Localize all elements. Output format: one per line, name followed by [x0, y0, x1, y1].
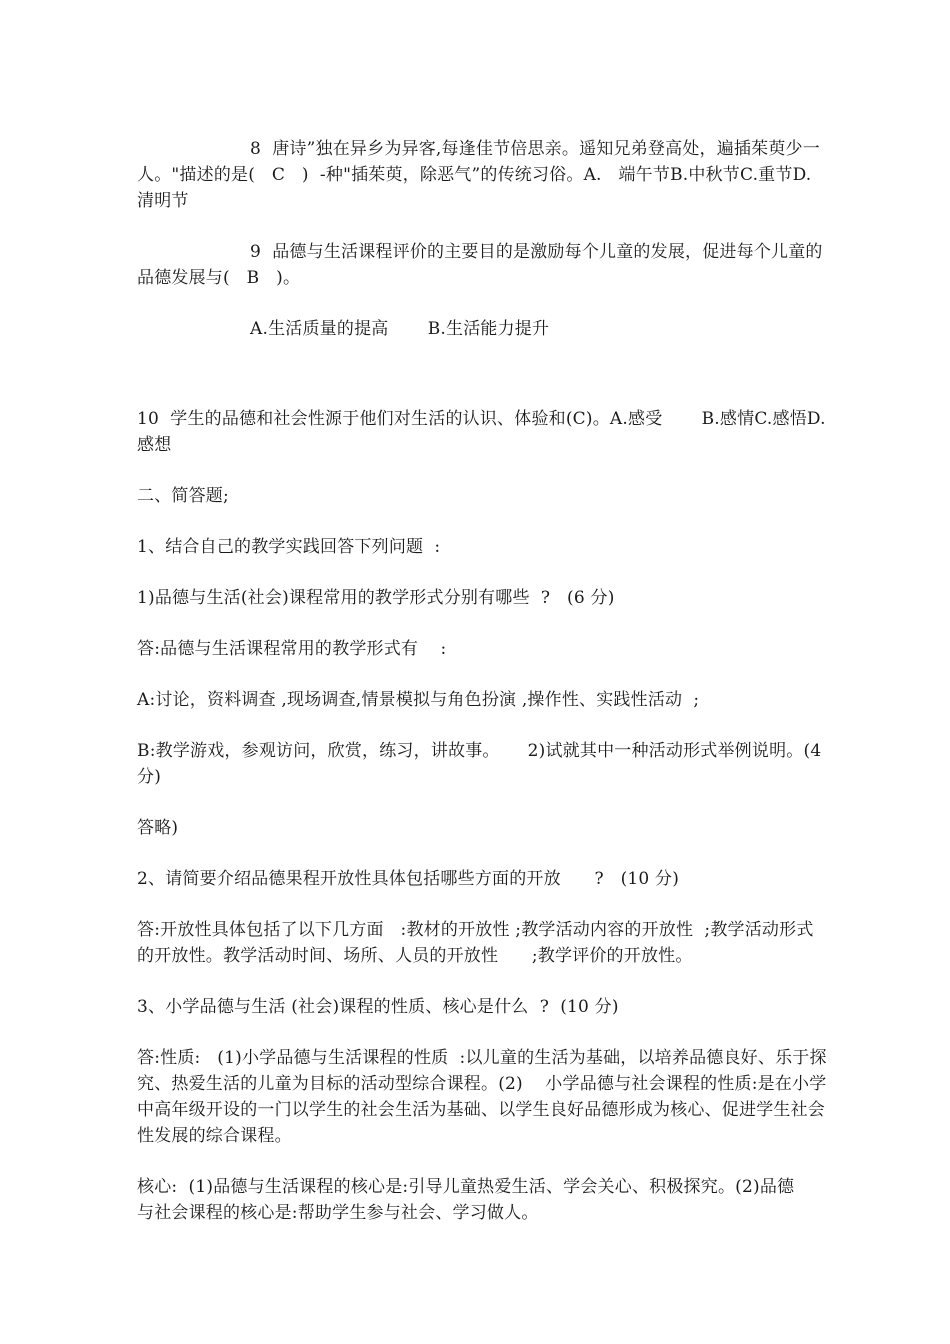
short-answer-2: 2、请简要介绍品德果程开放性具体包括哪些方面的开放 ? (10 分) [137, 869, 680, 889]
section-heading: 二、简答题; [137, 486, 229, 506]
answer-1-omitted: 答略) [137, 818, 179, 838]
question-9: 9 品德与生活课程评价的主要目的是激励每个儿童的发展，促进每个儿童的品德发展与( B )。 [137, 242, 823, 288]
answer-2: 答:开放性具体包括了以下几方面 :教材的开放性 ;教学活动内容的开放性 ;教学活动形式的开放性。教学活动时间、场所、人员的开放性 ;教学评价的开放性。 [137, 920, 814, 966]
short-answer-1: 1、结合自己的教学实践回答下列问题 : [137, 537, 441, 557]
document-page [137, 136, 833, 1251]
answer-1-a: A:讨论，资料调查 ,现场调查,情景模拟与角色扮演 ,操作性、实践性活动 ; [137, 690, 700, 710]
answer-1-b: B:教学游戏，参观访问，欣赏，练习，讲故事。 2)试就其中一种活动形式举例说明。(4 分) [137, 741, 833, 787]
answer-1-intro: 答:品德与生活课程常用的教学形式有 : [137, 639, 447, 659]
question-10: 10 学生的品德和社会性源于他们对生活的认识、体验和(C)。A.感受 B.感情C.感悟D.感想 [137, 409, 826, 455]
short-answer-3: 3、小学品德与生活 (社会)课程的性质、核心是什么 ? (10 分) [137, 997, 619, 1017]
short-answer-1-part-1: 1)品德与生活(社会)课程常用的教学形式分别有哪些 ? (6 分) [137, 588, 615, 608]
question-8: 8 唐诗”独在异乡为异客,每逢佳节倍思亲。遥知兄弟登高处，遍插茱萸少一人。"描述的是( C ) -种"插茱萸，除恶气”的传统习俗。A. 端午节B.中秋节C.重节D.清明节 [137, 139, 820, 211]
answer-3-core: 核心: (1)品德与生活课程的核心是:引导儿童热爱生活、学会关心、积极探究。(2)品德 与社会课程的核心是:帮助学生参与社会、学习做人。 [137, 1177, 817, 1223]
question-9-options: A.生活质量的提高 B.生活能力提升 [250, 319, 550, 339]
answer-3-nature: 答:性质: (1)小学品德与生活课程的性质 :以儿童的生活为基础，以培养品德良好、乐于探究、热爱生活的儿童为目标的活动型综合课程。(2) 小学品德与社会课程的性质:是在小学中高年级开设的一门以学生的社会生活为基础、以学生良好品德形成为核心、促进学生社会性发展的综合课程。 [137, 1048, 827, 1146]
